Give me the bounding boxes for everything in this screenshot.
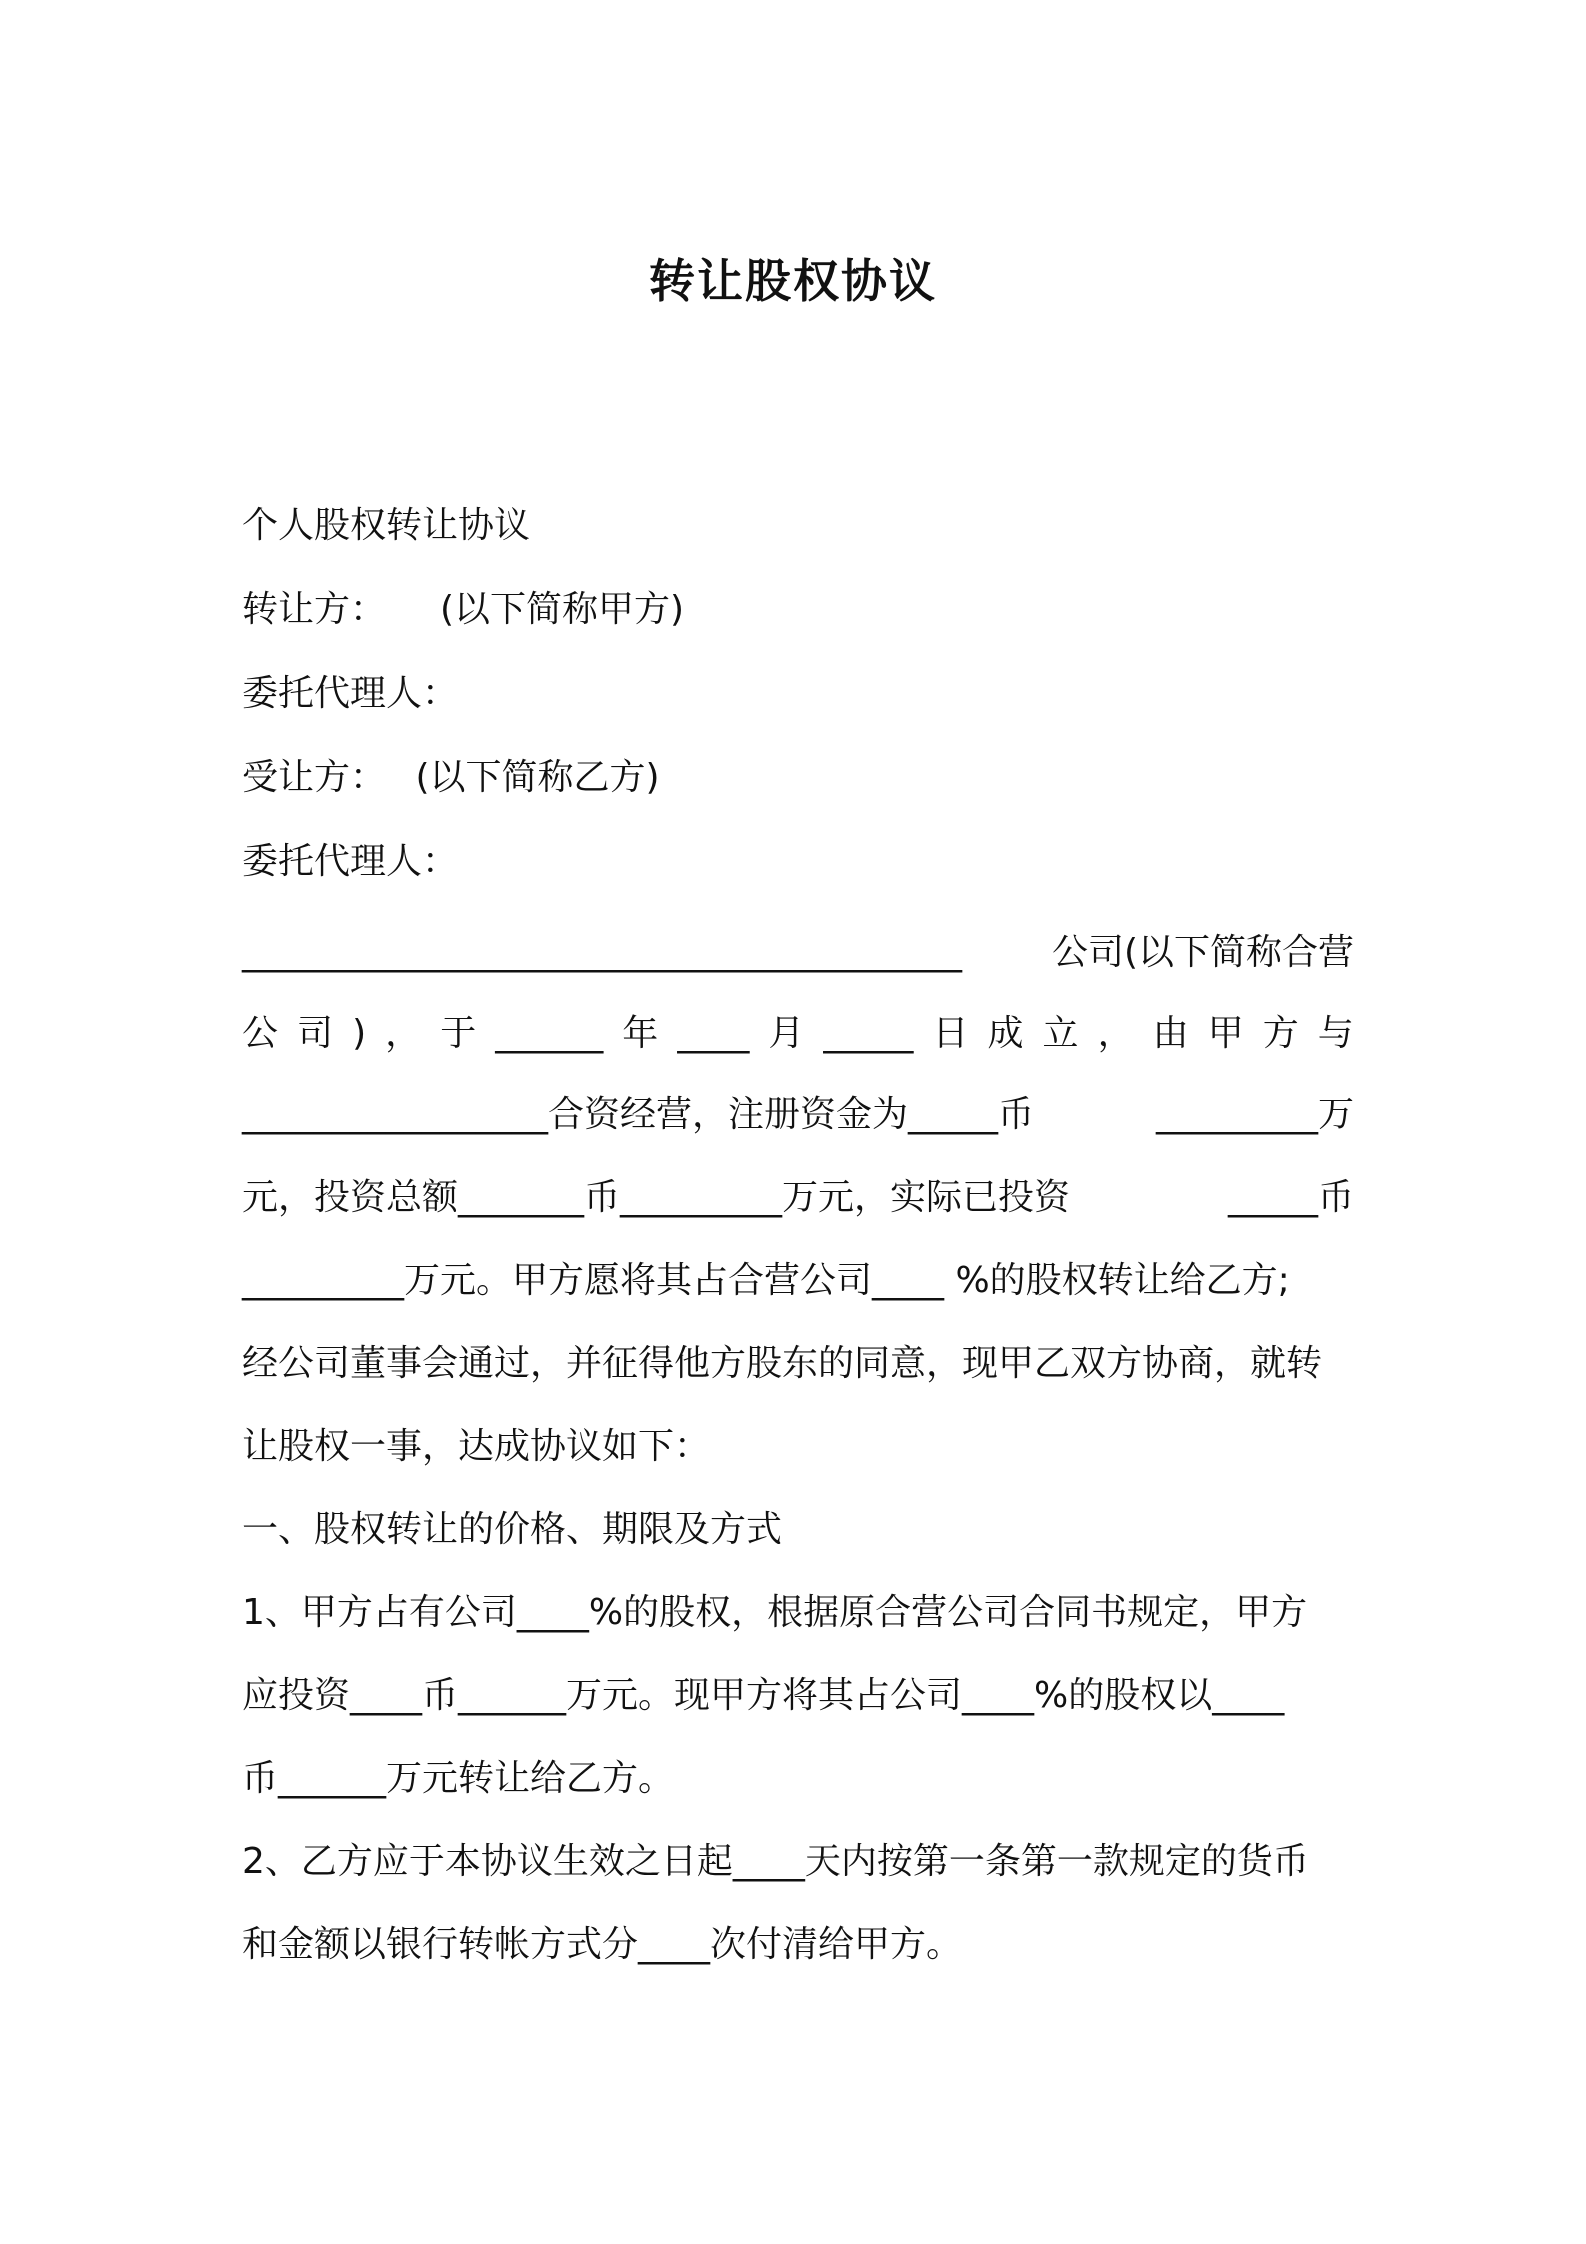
text-segment: ____ xyxy=(677,1013,750,1054)
clause-line: 币______万元转让给乙方。 xyxy=(242,1758,675,1799)
text-segment: ________________________________________ xyxy=(242,932,962,973)
text-segment: 元，投资总额_______币_________万元，实际已投资 xyxy=(242,1177,1071,1218)
transferor-agent-line: 委托代理人： xyxy=(242,673,459,714)
text-segment: _____币 xyxy=(1227,1177,1354,1218)
text-segment: 甲 xyxy=(1207,1013,1244,1054)
transferor-line: 转让方： (以下简称甲方) xyxy=(242,589,685,630)
paragraph-line xyxy=(242,1177,1354,1218)
text-segment: _________万 xyxy=(1155,1094,1354,1135)
clause-line: 2、乙方应于本协议生效之日起____天内按第一条第一款规定的货币 xyxy=(242,1841,1309,1882)
text-segment: 公司(以下简称合营 xyxy=(1051,932,1354,973)
transferee-agent-line: 委托代理人： xyxy=(242,841,459,882)
text-segment: ， xyxy=(385,1013,422,1054)
text-segment: 公 xyxy=(242,1013,279,1054)
text-segment: 与 xyxy=(1317,1013,1354,1054)
text-segment: ， xyxy=(1097,1013,1134,1054)
text-segment: 月 xyxy=(768,1013,805,1054)
text-segment: ______ xyxy=(495,1013,604,1054)
text-segment: _________________合资经营，注册资金为_____币 xyxy=(242,1094,1035,1135)
text-segment: 成 xyxy=(987,1013,1024,1054)
document-title: 转让股权协议 xyxy=(649,254,937,308)
transferee-line: 受让方： (以下简称乙方) xyxy=(242,757,660,798)
text-segment: 于 xyxy=(440,1013,477,1054)
text-segment: _____ xyxy=(823,1013,914,1054)
paragraph-line: _________万元。甲方愿将其占合营公司____ %的股权转让给乙方; xyxy=(242,1260,1290,1301)
section-heading: 一、股权转让的价格、期限及方式 xyxy=(242,1509,783,1550)
paragraph-line xyxy=(242,1013,1354,1054)
text-segment: 立 xyxy=(1042,1013,1079,1054)
text-segment: ) xyxy=(352,1013,367,1054)
text-segment: 司 xyxy=(297,1013,334,1054)
clause-line: 1、甲方占有公司____%的股权，根据原合营公司合同书规定，甲方 xyxy=(242,1592,1308,1633)
document-subtitle: 个人股权转让协议 xyxy=(242,505,531,546)
clause-line: 应投资____币______万元。现甲方将其占公司____%的股权以____ xyxy=(242,1675,1285,1716)
text-segment: 日 xyxy=(932,1013,969,1054)
text-segment: 方 xyxy=(1262,1013,1299,1054)
text-segment: 由 xyxy=(1152,1013,1189,1054)
paragraph-line xyxy=(242,1094,1354,1135)
text-segment: 年 xyxy=(622,1013,659,1054)
paragraph-line: 让股权一事，达成协议如下： xyxy=(242,1426,711,1467)
paragraph-line: 经公司董事会通过，并征得他方股东的同意，现甲乙双方协商，就转 xyxy=(242,1343,1323,1384)
clause-line: 和金额以银行转帐方式分____次付清给甲方。 xyxy=(242,1924,963,1965)
paragraph-line xyxy=(242,932,1354,973)
